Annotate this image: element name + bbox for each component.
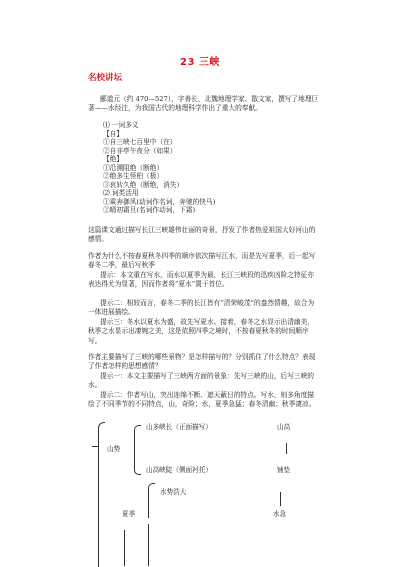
- author-intro: 郦道元（约 470—527），字善长，北魏地理学家、散文家，撰写了地理巨著——水经注，为我国古代的地理科学作出了重大的奉献。: [88, 95, 319, 113]
- list-item: ②自非亭午夜分（如果）: [103, 146, 177, 155]
- list-item: ①沿溯阻绝（断绝）: [103, 163, 164, 172]
- summer-brace-lower: [148, 524, 149, 566]
- list-item: ①自三峡七百里中（在）: [103, 138, 177, 146]
- list-item: ③哀转久绝（断绝，消失）: [103, 180, 184, 189]
- outline-item-2-right: 铺垫: [277, 466, 291, 474]
- outline-item-1-right: 山高: [277, 423, 291, 431]
- list-item: ①乘奔御风(动词作名词，奔驰的快马): [103, 197, 216, 206]
- connector-line-2: [280, 492, 281, 506]
- section-heading: 名校讲坛: [88, 73, 123, 83]
- question-1-hint: 提示：本文重在写水，而水以夏季为最，长江三峡段的迅疾凶险之特征亦表达得尤为显著，因而作者将“夏水”置于首位。: [88, 271, 314, 289]
- list-item: ⑴ 一词多义: [103, 121, 139, 129]
- outer-brace-tip: [92, 446, 99, 447]
- question-2: 作者主要描写了三峡的哪些景物？是怎样描写的？分别抓住了什么特点？表现了作者怎样的思想感情？: [88, 353, 316, 371]
- question-1-hint-2: 提示二：相较而言，春冬二季的长江皆有“清荣峻茂”的盎然情趣，故合为一体进展描绘。: [88, 299, 315, 317]
- page-title: 23 三峡: [180, 57, 220, 68]
- question-1: 作者为什么不按春夏秋冬四季的顺序依次描写江水，而是先写夏季，后一起写春冬二季，最后写秋季: [88, 252, 316, 270]
- summer-brace: [148, 483, 155, 518]
- water-brace-lower: [124, 530, 125, 566]
- outer-brace: [98, 422, 105, 567]
- outline-item-3: 水势浩大: [160, 488, 187, 496]
- list-item: ②绝多生怪柏（极）: [103, 172, 164, 180]
- question-2-hint: 提示一：本文主要描写了三峡两方面的景象：先写三峡的山，后写三峡的水。: [88, 372, 314, 390]
- outline-item-2: 山高峡陡（侧面衬托）: [146, 466, 212, 474]
- connector-line: [286, 443, 287, 454]
- list-item: 【绝】: [103, 155, 124, 163]
- question-1-hint-3: 提示三：冬水以夏水为盛，故先写夏水。接着，春冬之水显示出清幽美，秋季之水显示出凄婉之美，这是依照四季之境时，不按春夏秋冬的时间顺序写。: [88, 318, 314, 345]
- summary-paragraph: 这篇课文通过描写长江三峡雄伟壮丽的奇景，抒发了作者热爱祖国大好河山的感情。: [88, 226, 316, 244]
- mountain-brace: [134, 425, 141, 475]
- list-item: ⑵ 词类活用: [103, 189, 139, 197]
- outline-item-1: 山多峡长（正面描写）: [146, 423, 212, 431]
- list-item: 【自】: [103, 129, 124, 138]
- list-item: ②晴初霜旦(名词作动词，下霜): [103, 206, 196, 214]
- question-2-hint-2: 提示二：作者写山，突出连绵不断、遮天蔽日的特点。写水，则多角度描绘了不同季节的不同特点，山，奇险；水，夏季急猛；春冬清幽；秋季凄凉。: [88, 391, 316, 409]
- summer-right: 水急: [273, 510, 287, 518]
- mountain-label: 山势: [107, 445, 121, 453]
- summer-label: 夏季: [122, 510, 136, 518]
- word-list: [103, 121, 215, 215]
